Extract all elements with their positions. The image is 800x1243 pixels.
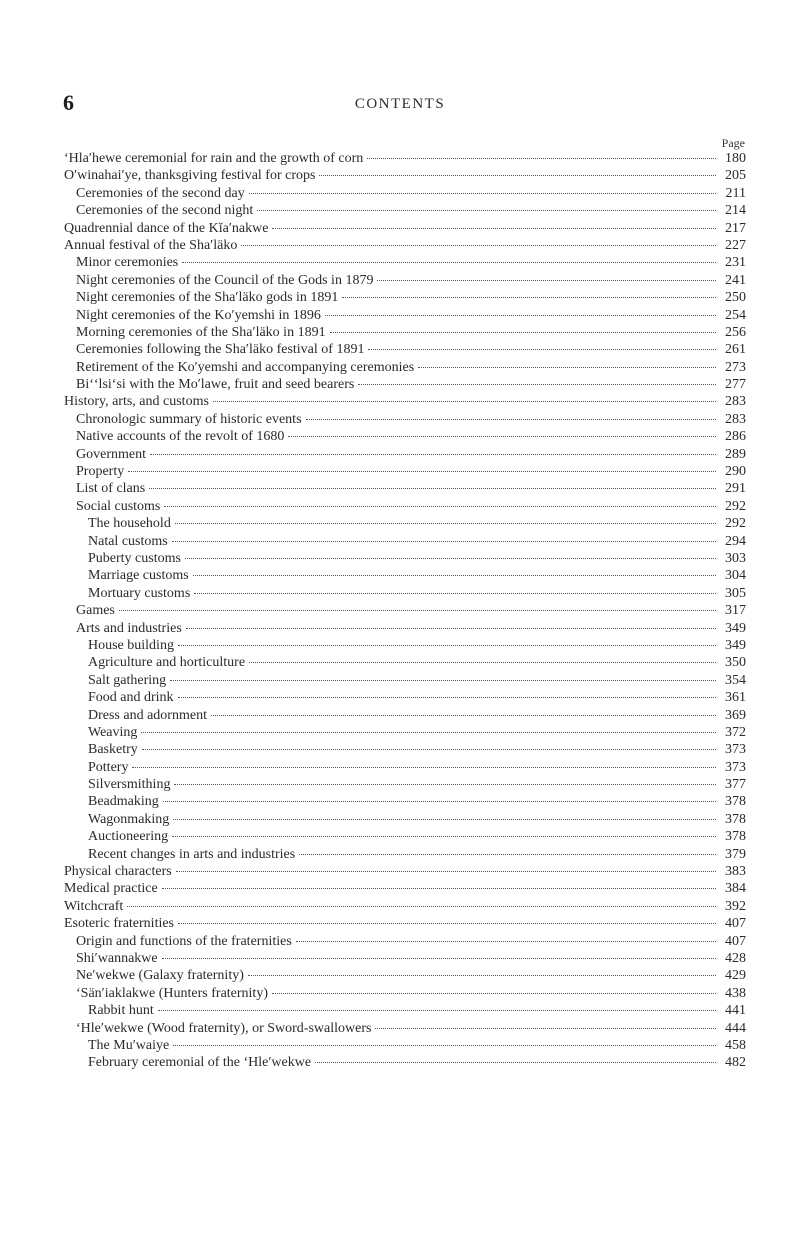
dot-leader — [178, 645, 716, 646]
toc-entry-title: Property — [76, 464, 125, 480]
toc-entry-page: 377 — [725, 777, 746, 793]
toc-entry-title: Biʻʻlsiʻsi with the Mo′lawe, fruit and seed bearers — [76, 377, 355, 393]
toc-entry — [64, 793, 746, 810]
dot-leader — [377, 280, 716, 281]
toc-entry-title: ʻHle′wekwe (Wood fraternity), or Sword-swallowers — [76, 1020, 372, 1036]
dot-leader — [163, 801, 716, 802]
toc-entry — [64, 950, 746, 967]
toc-entry-page: 303 — [725, 550, 746, 566]
toc-entry-title: History, arts, and customs — [64, 394, 209, 410]
toc-entry — [64, 724, 746, 741]
toc-entry-page: 407 — [725, 916, 746, 932]
toc-entry-page: 217 — [725, 220, 746, 236]
toc-entry-page: 361 — [725, 690, 746, 706]
toc-entry-title: Origin and functions of the fraternities — [76, 933, 292, 949]
toc-entry — [64, 480, 746, 497]
toc-entry — [64, 672, 746, 689]
toc-entry-title: House building — [88, 637, 174, 653]
toc-entry — [64, 880, 746, 897]
toc-entry-title: O′winahai′ye, thanksgiving festival for crops — [64, 168, 316, 184]
dot-leader — [330, 332, 716, 333]
dot-leader — [127, 906, 716, 907]
page-title: CONTENTS — [354, 96, 446, 112]
dot-leader — [367, 158, 716, 159]
toc-entry — [64, 846, 746, 863]
toc-entry-page: 349 — [725, 620, 746, 636]
dot-leader — [149, 488, 716, 489]
dot-leader — [170, 680, 716, 681]
toc-entry — [64, 707, 746, 724]
dot-leader — [141, 732, 716, 733]
dot-leader — [164, 506, 716, 507]
toc-entry — [64, 1020, 746, 1037]
toc-entry — [64, 411, 746, 428]
dot-leader — [173, 819, 716, 820]
dot-leader — [213, 401, 716, 402]
toc-entry-page: 294 — [725, 533, 746, 549]
toc-entry-page: 384 — [725, 881, 746, 897]
toc-entry — [64, 393, 746, 410]
toc-entry-title: Social customs — [76, 498, 161, 514]
toc-entry-page: 458 — [725, 1037, 746, 1053]
toc-entry — [64, 967, 746, 984]
toc-entry-page: 292 — [725, 498, 746, 514]
toc-entry — [64, 359, 746, 376]
toc-entry-page: 211 — [725, 185, 746, 201]
toc-entry-title: Ceremonies of the second night — [76, 203, 254, 219]
toc-entry-title: The Mu′waiye — [88, 1037, 170, 1053]
toc-entry-page: 372 — [725, 724, 746, 740]
toc-entry-title: Weaving — [88, 724, 138, 740]
toc-entry-title: The household — [88, 516, 171, 532]
dot-leader — [173, 1045, 716, 1046]
toc-entry — [64, 428, 746, 445]
toc-entry — [64, 828, 746, 845]
dot-leader — [375, 1028, 716, 1029]
toc-entry-page: 349 — [725, 637, 746, 653]
toc-entry-title: Natal customs — [88, 533, 168, 549]
toc-entry — [64, 272, 746, 289]
toc-entry-page: 438 — [725, 985, 746, 1001]
toc-entry-page: 273 — [725, 359, 746, 375]
dot-leader — [128, 471, 716, 472]
toc-entry-page: 444 — [725, 1020, 746, 1036]
toc-entry-title: Chronologic summary of historic events — [76, 411, 302, 427]
toc-entry — [64, 915, 746, 932]
toc-entry-page: 407 — [725, 933, 746, 949]
toc-entry — [64, 620, 746, 637]
toc-entry — [64, 811, 746, 828]
toc-entry — [64, 1002, 746, 1019]
toc-entry-page: 292 — [725, 516, 746, 532]
toc-entry — [64, 1054, 746, 1071]
toc-entry — [64, 759, 746, 776]
toc-entry — [64, 220, 746, 237]
toc-entry-title: Annual festival of the Sha′läko — [64, 237, 238, 253]
toc-entry-title: Native accounts of the revolt of 1680 — [76, 429, 285, 445]
toc-entry-page: 256 — [725, 324, 746, 340]
toc-entry — [64, 376, 746, 393]
toc-entry — [64, 898, 746, 915]
toc-entry-title: Puberty customs — [88, 550, 181, 566]
toc-entry-title: ʻSän′iaklakwe (Hunters fraternity) — [76, 985, 268, 1001]
dot-leader — [119, 610, 716, 611]
toc-entry — [64, 533, 746, 550]
toc-entry-page: 383 — [725, 864, 746, 880]
toc-entry — [64, 550, 746, 567]
toc-entry-title: Marriage customs — [88, 568, 189, 584]
toc-entry-page: 291 — [725, 481, 746, 497]
dot-leader — [306, 419, 716, 420]
dot-leader — [162, 888, 716, 889]
dot-leader — [172, 836, 716, 837]
dot-leader — [185, 558, 716, 559]
toc-entry-title: Food and drink — [88, 690, 174, 706]
dot-leader — [299, 854, 716, 855]
toc-entry-page: 429 — [725, 968, 746, 984]
toc-entry — [64, 567, 746, 584]
toc-entry — [64, 254, 746, 271]
toc-entry-title: Night ceremonies of the Ko′yemshi in 1896 — [76, 307, 321, 323]
toc-entry-title: Silversmithing — [88, 777, 171, 793]
toc-entry-title: Pottery — [88, 759, 129, 775]
toc-entry — [64, 585, 746, 602]
toc-entry-title: Ceremonies following the Sha′läko festival of 1891 — [76, 342, 365, 358]
toc-entry-page: 350 — [725, 655, 746, 671]
page-number: 6 — [63, 90, 74, 115]
dot-leader — [178, 697, 716, 698]
toc-entry-title: Salt gathering — [88, 672, 167, 688]
toc-entry — [64, 463, 746, 480]
dot-leader — [182, 262, 716, 263]
toc-entry-title: Night ceremonies of the Sha′läko gods in 1891 — [76, 290, 339, 306]
toc-entry-page: 261 — [725, 342, 746, 358]
toc-entry-title: Retirement of the Ko′yemshi and accompanying ceremonies — [76, 359, 415, 375]
toc-entry-title: ʻHla′hewe ceremonial for rain and the growth of corn — [64, 151, 364, 166]
toc-entry-title: Esoteric fraternities — [64, 916, 175, 932]
dot-leader — [162, 958, 716, 959]
dot-leader — [249, 193, 716, 194]
toc-entry — [64, 689, 746, 706]
dot-leader — [272, 228, 716, 229]
dot-leader — [342, 297, 716, 298]
dot-leader — [178, 923, 716, 924]
toc-entry-title: Dress and adornment — [88, 707, 207, 723]
toc-entry-page: 250 — [725, 290, 746, 306]
toc-entry — [64, 863, 746, 880]
toc-entry-page: 369 — [725, 707, 746, 723]
dot-leader — [158, 1010, 716, 1011]
toc-entry-title: Medical practice — [64, 881, 158, 897]
toc-entry — [64, 933, 746, 950]
dot-leader — [241, 245, 716, 246]
toc-entry-page: 378 — [725, 829, 746, 845]
toc-entry-page: 441 — [725, 1003, 746, 1019]
toc-entry — [64, 637, 746, 654]
toc-entry — [64, 498, 746, 515]
toc-entry — [64, 324, 746, 341]
toc-entry-page: 379 — [725, 846, 746, 862]
toc-entry-page: 277 — [725, 377, 746, 393]
dot-leader — [194, 593, 716, 594]
toc-entry-page: 354 — [725, 672, 746, 688]
toc-entry — [64, 202, 746, 219]
dot-leader — [257, 210, 716, 211]
dot-leader — [368, 349, 716, 350]
dot-leader — [358, 384, 716, 385]
toc-entry-page: 428 — [725, 950, 746, 966]
toc-entry-page: 392 — [725, 898, 746, 914]
toc-entry — [64, 1037, 746, 1054]
toc-entry-page: 290 — [725, 464, 746, 480]
toc-entry-page: 373 — [725, 759, 746, 775]
toc-entry-title: Beadmaking — [88, 794, 159, 810]
dot-leader — [193, 575, 716, 576]
toc-entry — [64, 741, 746, 758]
dot-leader — [211, 715, 716, 716]
toc-entry-title: February ceremonial of the ʻHle′wekwe — [88, 1055, 312, 1071]
toc-entry-page: 180 — [725, 151, 746, 166]
toc-entry-title: Arts and industries — [76, 620, 182, 636]
toc-entry-page: 373 — [725, 742, 746, 758]
toc-entry-page: 286 — [725, 429, 746, 445]
toc-entry — [64, 602, 746, 619]
toc-entry-title: Recent changes in arts and industries — [88, 846, 296, 862]
dot-leader — [325, 315, 716, 316]
toc-entry-title: Games — [76, 603, 115, 619]
toc-entry-page: 231 — [725, 255, 746, 271]
toc-entry-title: Night ceremonies of the Council of the Gods in 1879 — [76, 272, 374, 288]
toc-entry — [64, 185, 746, 202]
toc-entry-title: Agriculture and horticulture — [88, 655, 246, 671]
toc-entry-page: 227 — [725, 237, 746, 253]
toc-entry — [64, 341, 746, 358]
dot-leader — [272, 993, 716, 994]
toc-entry — [64, 289, 746, 306]
toc-entry — [64, 150, 746, 167]
dot-leader — [172, 541, 716, 542]
toc-entry-title: Government — [76, 446, 146, 462]
toc-entry-title: Minor ceremonies — [76, 255, 179, 271]
dot-leader — [132, 767, 716, 768]
dot-leader — [288, 436, 716, 437]
dot-leader — [175, 523, 716, 524]
toc-entry-page: 317 — [725, 603, 746, 619]
toc-entry-title: Morning ceremonies of the Sha′läko in 1891 — [76, 324, 326, 340]
toc-entry-page: 283 — [725, 394, 746, 410]
dot-leader — [174, 784, 716, 785]
toc-entry — [64, 776, 746, 793]
toc-entry-title: Physical characters — [64, 864, 172, 880]
dot-leader — [150, 454, 716, 455]
page-column-header: Page — [721, 136, 745, 150]
toc-entry-title: Auctioneering — [88, 829, 169, 845]
toc-entry-title: Basketry — [88, 742, 138, 758]
toc-entry-page: 241 — [725, 272, 746, 288]
dot-leader — [248, 975, 716, 976]
toc-entry-page: 254 — [725, 307, 746, 323]
toc-entry-title: List of clans — [76, 481, 146, 497]
dot-leader — [319, 175, 716, 176]
toc-entry-page: 305 — [725, 585, 746, 601]
toc-entry-title: Quadrennial dance of the Kĭa′nakwe — [64, 220, 269, 236]
toc-entry-page: 482 — [725, 1055, 746, 1071]
toc-entry — [64, 167, 746, 184]
toc-entry-page: 378 — [725, 794, 746, 810]
table-of-contents — [64, 150, 746, 1072]
toc-entry — [64, 985, 746, 1002]
toc-entry-page: 205 — [725, 168, 746, 184]
dot-leader — [186, 628, 716, 629]
toc-entry-title: Ceremonies of the second day — [76, 185, 245, 201]
toc-entry-page: 289 — [725, 446, 746, 462]
toc-entry-page: 304 — [725, 568, 746, 584]
toc-entry-title: Witchcraft — [64, 898, 124, 914]
toc-entry — [64, 446, 746, 463]
toc-entry — [64, 515, 746, 532]
toc-entry-page: 214 — [725, 203, 746, 219]
toc-entry — [64, 237, 746, 254]
toc-entry-title: Wagonmaking — [88, 811, 170, 827]
toc-entry-title: Mortuary customs — [88, 585, 191, 601]
toc-entry-title: Rabbit hunt — [88, 1003, 154, 1019]
toc-entry — [64, 654, 746, 671]
dot-leader — [142, 749, 716, 750]
dot-leader — [296, 941, 716, 942]
dot-leader — [418, 367, 716, 368]
toc-entry-page: 283 — [725, 411, 746, 427]
toc-entry — [64, 307, 746, 324]
toc-entry-page: 378 — [725, 811, 746, 827]
dot-leader — [176, 871, 716, 872]
dot-leader — [249, 662, 716, 663]
dot-leader — [315, 1062, 716, 1063]
toc-entry-title: Ne′wekwe (Galaxy fraternity) — [76, 968, 244, 984]
toc-entry-title: Shi′wannakwe — [76, 950, 158, 966]
